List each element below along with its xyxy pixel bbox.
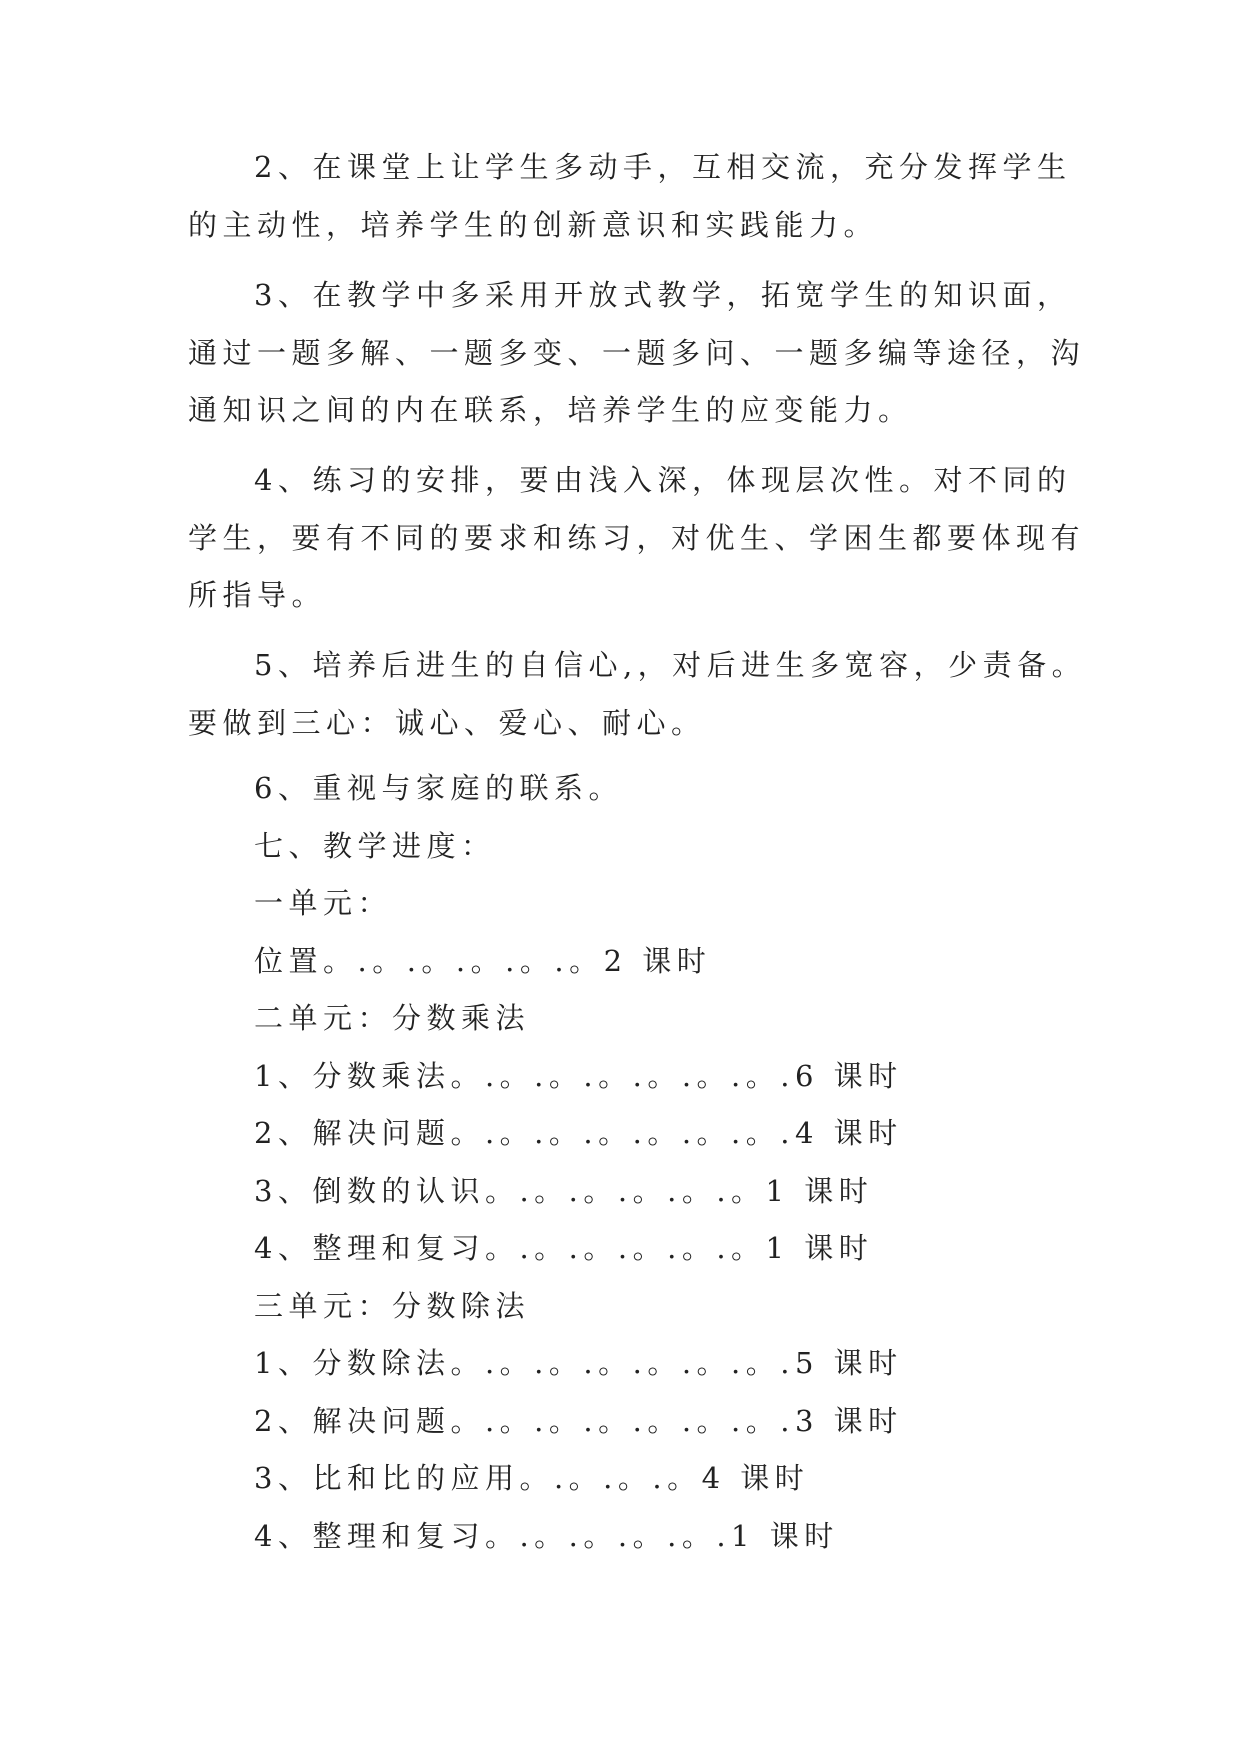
unit-1-item-1: 位置。.。.。.。.。.。2 课时	[254, 944, 712, 978]
unit-2-item-3: 3、倒数的认识。.。.。.。.。.。1 课时	[254, 1174, 874, 1208]
unit-2-item-2: 2、解决问题。.。.。.。.。.。.。.4 课时	[254, 1116, 903, 1150]
paragraph-2-line-1: 2、在课堂上让学生多动手，互相交流，充分发挥学生	[254, 150, 1072, 184]
paragraph-3-line-1: 3、在教学中多采用开放式教学，拓宽学生的知识面，	[254, 278, 1072, 312]
paragraph-6-line-1: 6、重视与家庭的联系。	[254, 771, 623, 805]
unit-1-heading: 一单元：	[254, 886, 393, 920]
unit-2-item-1: 1、分数乘法。.。.。.。.。.。.。.6 课时	[254, 1059, 903, 1093]
unit-2-item-4: 4、整理和复习。.。.。.。.。.。1 课时	[254, 1231, 874, 1265]
paragraph-4-line-1: 4、练习的安排，要由浅入深，体现层次性。对不同的	[254, 463, 1072, 497]
paragraph-4-line-2: 学生，要有不同的要求和练习，对优生、学困生都要体现有	[188, 521, 1086, 555]
section-heading-schedule: 七、教学进度：	[254, 829, 496, 863]
paragraph-3-line-3: 通知识之间的内在联系，培养学生的应变能力。	[188, 393, 913, 427]
unit-3-item-4: 4、整理和复习。.。.。.。.。.1 课时	[254, 1519, 839, 1553]
unit-3-heading: 三单元：分数除法	[254, 1289, 531, 1323]
unit-3-item-1: 1、分数除法。.。.。.。.。.。.。.5 课时	[254, 1346, 903, 1380]
unit-2-heading: 二单元：分数乘法	[254, 1001, 531, 1035]
unit-3-item-2: 2、解决问题。.。.。.。.。.。.。.3 课时	[254, 1404, 903, 1438]
paragraph-2-line-2: 的主动性，培养学生的创新意识和实践能力。	[188, 208, 879, 242]
paragraph-5-line-2: 要做到三心：诚心、爱心、耐心。	[188, 706, 706, 740]
unit-3-item-3: 3、比和比的应用。.。.。.。4 课时	[254, 1461, 810, 1495]
paragraph-4-line-3: 所指导。	[188, 578, 327, 612]
paragraph-5-line-1: 5、培养后进生的自信心,，对后进生多宽容，少责备。	[254, 648, 1087, 682]
paragraph-3-line-2: 通过一题多解、一题多变、一题多问、一题多编等途径，沟	[188, 336, 1086, 370]
